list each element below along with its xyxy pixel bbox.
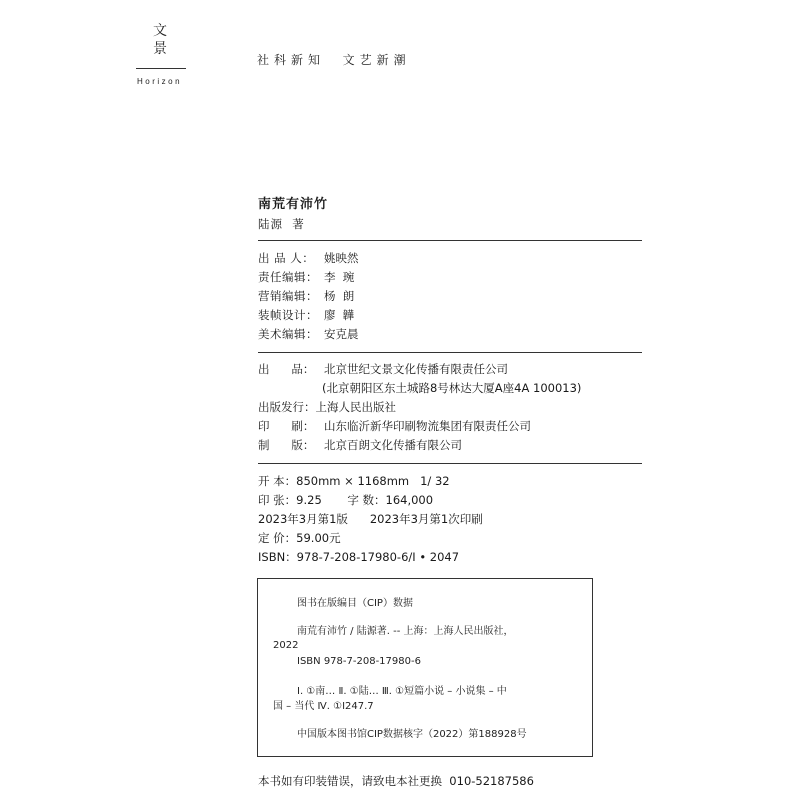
credit-value: 李 琬 <box>324 270 355 284</box>
pub-label: 出 品： <box>258 362 315 376</box>
logo-char-1: 文 <box>153 23 167 39</box>
pub-address: (北京朝阳区东土城路8号林达大厦A座4A 100013) <box>322 381 582 395</box>
credit-value: 杨 朗 <box>324 289 355 303</box>
credit-value: 廖 韡 <box>324 308 355 322</box>
pub-distributor <box>258 400 396 414</box>
logo-divider <box>136 68 186 69</box>
book-title: 南荒有沛竹 <box>258 197 329 212</box>
spec-price: 定 价：59.00元 <box>258 531 341 545</box>
credit-design <box>258 308 354 322</box>
spec-format: 开 本：850mm × 1168mm 1/ 32 <box>258 474 450 488</box>
pub-printer <box>258 419 531 433</box>
credit-producer <box>258 251 359 265</box>
book-author: 陆源 著 <box>258 217 305 231</box>
cip-heading: 图书在版编目（CIP）数据 <box>297 598 413 609</box>
footer-notice: 本书如有印装错误，请致电本社更换 010-52187586 <box>258 774 534 788</box>
pub-label: 出版发行： <box>258 400 316 414</box>
credit-value: 安克晨 <box>324 327 359 341</box>
credit-label: 责任编辑： <box>258 270 318 284</box>
credit-value: 姚映然 <box>324 251 359 265</box>
cip-isbn: ISBN 978-7-208-17980-6 <box>297 656 421 667</box>
spec-edition: 2023年3月第1版 2023年3月第1次印刷 <box>258 512 483 526</box>
credit-art <box>258 327 359 341</box>
cip-entry-line1: 南荒有沛竹 / 陆源著. -- 上海：上海人民出版社， <box>297 626 514 637</box>
pub-label: 制 版： <box>258 438 315 452</box>
cip-entry-line2: 2022 <box>273 640 299 651</box>
credit-label: 出 品 人： <box>258 251 315 265</box>
tagline: 社科新知 文艺新潮 <box>257 53 411 67</box>
pub-value: 山东临沂新华印刷物流集团有限责任公司 <box>324 419 531 433</box>
spec-sheets: 印 张：9.25 字 数：164,000 <box>258 493 434 507</box>
credit-label: 装帧设计： <box>258 308 318 322</box>
credit-label: 营销编辑： <box>258 289 318 303</box>
cip-class-line2: 国 – 当代 Ⅳ. ①I247.7 <box>273 701 374 712</box>
pub-maker <box>258 438 462 452</box>
pub-value: 上海人民出版社 <box>315 400 396 414</box>
pub-value: 北京世纪文景文化传播有限责任公司 <box>324 362 508 376</box>
divider-2 <box>258 352 642 353</box>
logo-char-2: 景 <box>153 41 167 57</box>
credit-marketing <box>258 289 354 303</box>
pub-value: 北京百朗文化传播有限公司 <box>324 438 462 452</box>
credit-editor <box>258 270 354 284</box>
cip-record: 中国版本图书馆CIP数据核字（2022）第188928号 <box>297 729 527 740</box>
cip-class-line1: Ⅰ. ①南… Ⅱ. ①陆… Ⅲ. ①短篇小说 – 小说集 – 中 <box>297 686 507 697</box>
divider-1 <box>258 240 642 241</box>
spec-isbn: ISBN：978-7-208-17980-6/I • 2047 <box>258 550 460 564</box>
pub-producer <box>258 362 508 376</box>
divider-3 <box>258 463 642 464</box>
logo-english: Horizon <box>137 77 183 86</box>
pub-label: 印 刷： <box>258 419 315 433</box>
credit-label: 美术编辑： <box>258 327 318 341</box>
